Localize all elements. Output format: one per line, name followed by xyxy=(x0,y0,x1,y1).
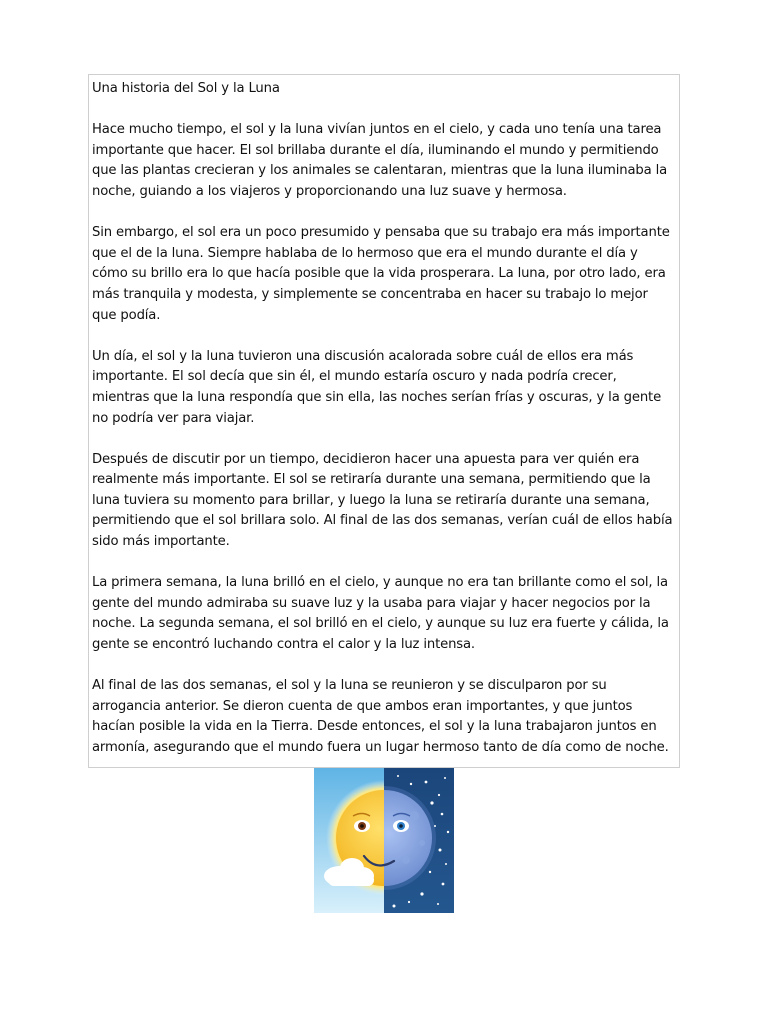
sun-moon-illustration xyxy=(314,768,454,913)
paragraph: Un día, el sol y la luna tuvieron una discusión acalorada sobre cuál de ellos era más importante. El sol decía que sin él, el mundo estaría oscuro y nada podría crecer, mientras que la luna respondía que sin ella, las noches serían frías y oscuras, y la gente no podría ver para viajar. xyxy=(92,348,662,426)
document-text-box xyxy=(88,74,680,768)
paragraph: Sin embargo, el sol era un poco presumido y pensaba que su trabajo era más importante que el de la luna. Siempre hablaba de lo hermoso que era el mundo durante el día y cómo su brillo era lo que hacía posible que la vida prosperara. La luna, por otro lado, era más tranquila y modesta, y simplemente se concentraba en hacer su trabajo lo mejor que podía. xyxy=(92,225,670,323)
moon-crater xyxy=(402,856,410,864)
moon-crater xyxy=(419,840,425,846)
paragraph: Hace mucho tiempo, el sol y la luna vivían juntos en el cielo, y cada uno tenía una tarea importante que hacer. El sol brillaba durante el día, iluminando el mundo y permitiendo que las plantas crecieran y los animales se calentaran, mientras que la luna iluminaba la noche, guiando a los viajeros y proporcionando una luz suave y hermosa. xyxy=(92,122,668,199)
paragraph: Después de discutir por un tiempo, decidieron hacer una apuesta para ver quién era realmente más importante. El sol se retiraría durante una semana, permitiendo que la luna tuviera su momento para brillar, y luego la luna se retiraría durante una semana, permitiendo que el sol brillara solo. Al final de las dos semanas, verían cuál de ellos había sido más importante. xyxy=(92,451,673,550)
moon-eye-pupil xyxy=(399,824,403,828)
paragraph: Al final de las dos semanas, el sol y la luna se reunieron y se disculparon por su arrogancia anterior. Se dieron cuenta de que ambos eran importantes, y que juntos hacían posible la vida en la Tierra. Desde entonces, el sol y la luna trabajaron juntos en armonía, asegurando que el mundo fuera un lugar hermoso tanto de día como de noche. xyxy=(92,678,669,755)
document-title: Una historia del Sol y la Luna xyxy=(92,81,280,96)
paragraph: La primera semana, la luna brilló en el cielo, y aunque no era tan brillante como el sol, la gente del mundo admiraba su suave luz y la usaba para viajar y hacer negocios por la noche. La segunda semana, el sol brilló en el cielo, y aunque su luz era fuerte y cálida, la gente se encontró luchando contra el calor y la luz intensa. xyxy=(92,575,669,653)
moon-crater xyxy=(409,811,419,821)
sun-moon-face-icon xyxy=(314,768,454,913)
sun-eye-pupil xyxy=(360,824,364,828)
